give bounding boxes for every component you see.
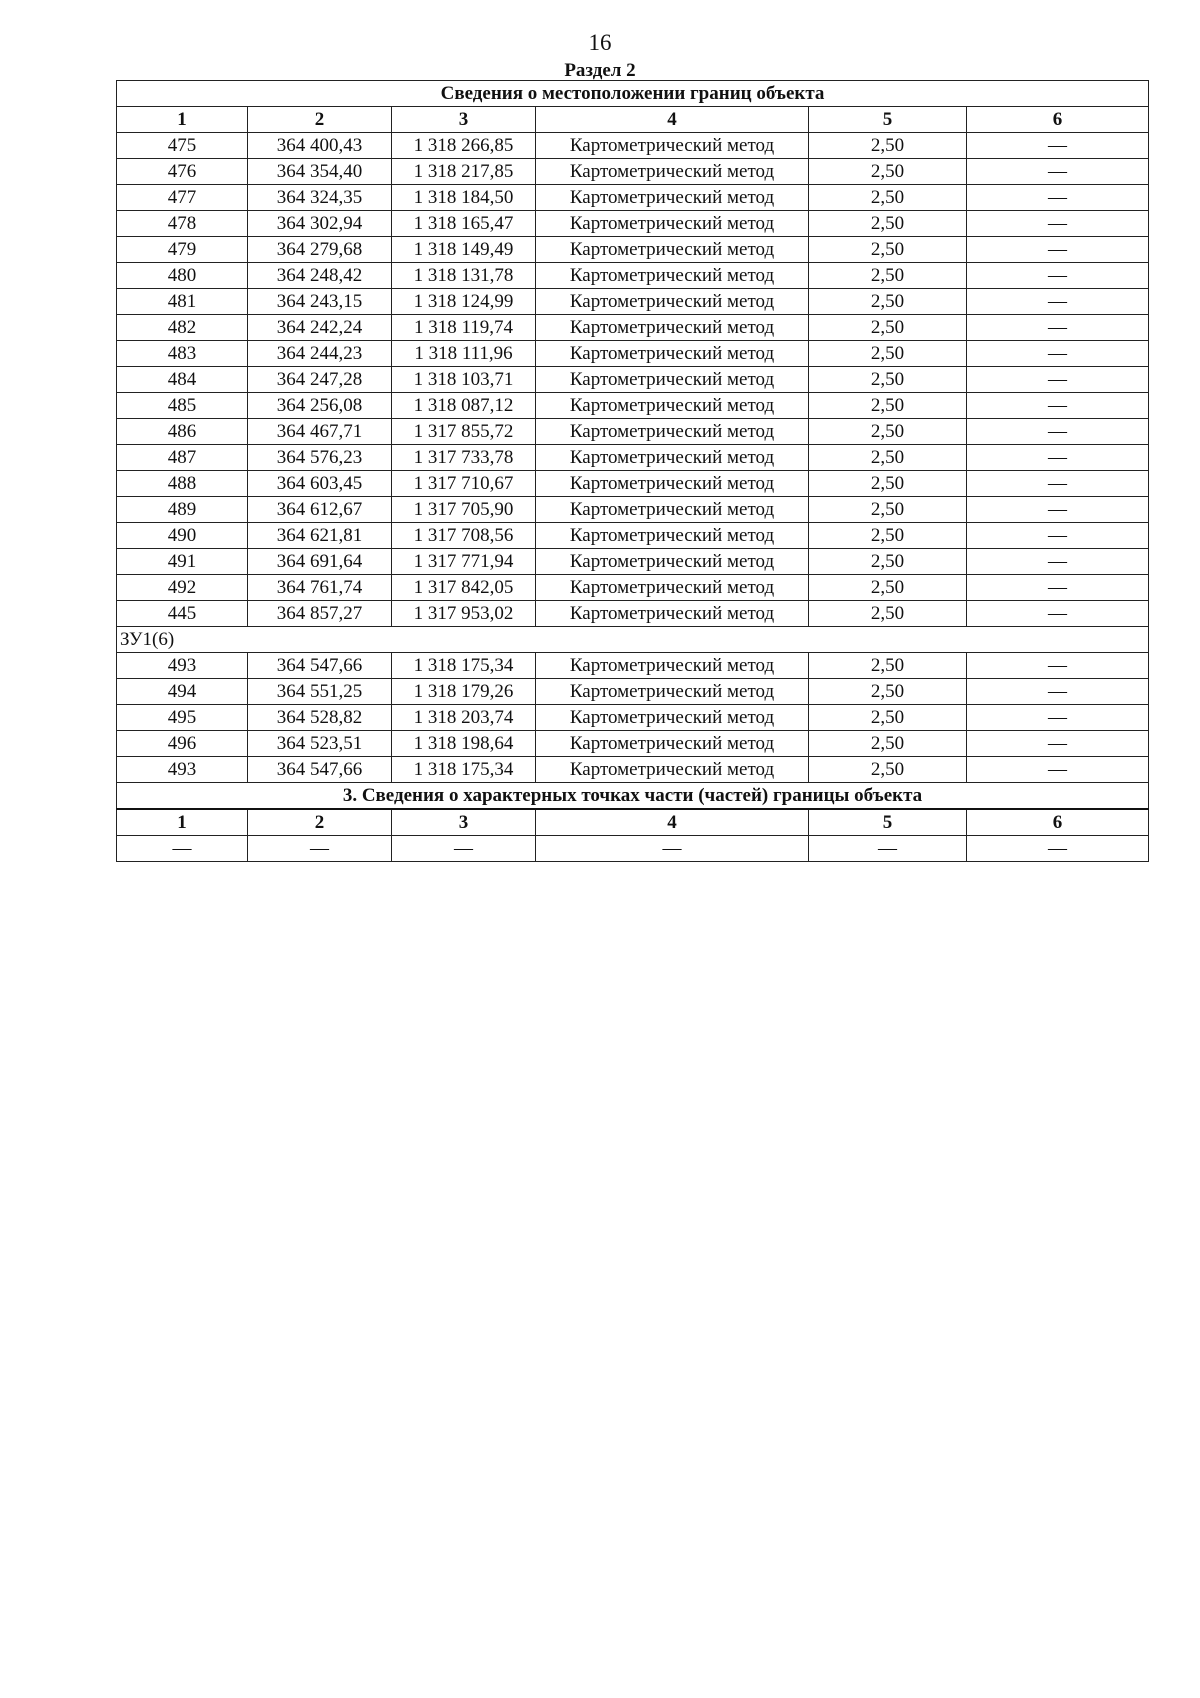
table-row: [117, 731, 1149, 757]
table-cell: 364 528,82: [248, 705, 392, 731]
table-cell: 364 691,64: [248, 549, 392, 575]
column-header: 1: [117, 107, 248, 133]
table-row: [117, 549, 1149, 575]
table-cell: —: [248, 836, 392, 862]
table-cell: Картометрический метод: [536, 445, 809, 471]
table-cell: 483: [117, 341, 248, 367]
group-label: ЗУ1(6): [117, 627, 1149, 653]
table-cell: 1 318 198,64: [392, 731, 536, 757]
table-cell: —: [967, 679, 1149, 705]
table-cell: 2,50: [809, 289, 967, 315]
table-cell: 492: [117, 575, 248, 601]
table-row: [117, 601, 1149, 627]
table-cell: Картометрический метод: [536, 211, 809, 237]
section-label: Раздел 2: [564, 60, 636, 81]
table-cell: 493: [117, 757, 248, 783]
table-cell: 364 247,28: [248, 367, 392, 393]
table-row: [117, 679, 1149, 705]
table-cell: 477: [117, 185, 248, 211]
table-row: [117, 523, 1149, 549]
section3-title: 3. Сведения о характерных точках части (частей) границы объекта: [117, 783, 1149, 810]
table-cell: —: [967, 471, 1149, 497]
table-cell: 1 317 855,72: [392, 419, 536, 445]
table-cell: 364 324,35: [248, 185, 392, 211]
table-title: Сведения о местоположении границ объекта: [117, 81, 1149, 107]
table-cell: —: [967, 237, 1149, 263]
table-row: [117, 289, 1149, 315]
table-cell: —: [967, 497, 1149, 523]
table-cell: Картометрический метод: [536, 393, 809, 419]
table-cell: 1 318 087,12: [392, 393, 536, 419]
table-cell: Картометрический метод: [536, 341, 809, 367]
table-row: [117, 237, 1149, 263]
table-cell: 2,50: [809, 419, 967, 445]
table-cell: 475: [117, 133, 248, 159]
table-title-row: [117, 81, 1149, 107]
table-cell: 2,50: [809, 133, 967, 159]
table-cell: —: [967, 705, 1149, 731]
table-cell: 495: [117, 705, 248, 731]
table-cell: Картометрический метод: [536, 497, 809, 523]
table-row: [117, 367, 1149, 393]
table-cell: Картометрический метод: [536, 315, 809, 341]
table-cell: 493: [117, 653, 248, 679]
table-row: [117, 653, 1149, 679]
table-cell: 479: [117, 237, 248, 263]
table-cell: 1 318 119,74: [392, 315, 536, 341]
table-cell: 1 317 842,05: [392, 575, 536, 601]
table-row: [117, 393, 1149, 419]
table-cell: 364 857,27: [248, 601, 392, 627]
table-cell: Картометрический метод: [536, 653, 809, 679]
table-cell: 1 317 771,94: [392, 549, 536, 575]
table-row: [117, 471, 1149, 497]
table-cell: 2,50: [809, 601, 967, 627]
table-row: [117, 575, 1149, 601]
table-row: [117, 497, 1149, 523]
table-cell: 484: [117, 367, 248, 393]
table-cell: 482: [117, 315, 248, 341]
table-cell: 364 551,25: [248, 679, 392, 705]
table-cell: 2,50: [809, 471, 967, 497]
table-cell: 364 242,24: [248, 315, 392, 341]
table-row: [117, 341, 1149, 367]
column-header: 6: [967, 809, 1149, 836]
table-cell: —: [536, 836, 809, 862]
table-cell: 2,50: [809, 705, 967, 731]
table-cell: 364 243,15: [248, 289, 392, 315]
table-body: [117, 81, 1149, 862]
table-cell: 480: [117, 263, 248, 289]
column-header: 4: [536, 809, 809, 836]
table-cell: 1 317 733,78: [392, 445, 536, 471]
table-cell: 2,50: [809, 393, 967, 419]
table-cell: 1 318 124,99: [392, 289, 536, 315]
table-cell: —: [967, 159, 1149, 185]
table-cell: 364 621,81: [248, 523, 392, 549]
table-cell: 1 318 203,74: [392, 705, 536, 731]
table-row: [117, 185, 1149, 211]
column-header: 3: [392, 809, 536, 836]
table-cell: 364 603,45: [248, 471, 392, 497]
table-cell: —: [967, 289, 1149, 315]
table-cell: 445: [117, 601, 248, 627]
table-cell: Картометрический метод: [536, 159, 809, 185]
table-cell: Картометрический метод: [536, 471, 809, 497]
table-cell: 2,50: [809, 497, 967, 523]
column-header: 3: [392, 107, 536, 133]
table-cell: 2,50: [809, 211, 967, 237]
table-cell: 364 248,42: [248, 263, 392, 289]
table-cell: 364 244,23: [248, 341, 392, 367]
table-cell: —: [967, 549, 1149, 575]
table-cell: —: [967, 393, 1149, 419]
column-header: 2: [248, 107, 392, 133]
table-cell: 364 256,08: [248, 393, 392, 419]
table-cell: 2,50: [809, 445, 967, 471]
section3-title-row: [117, 783, 1149, 810]
table-cell: —: [967, 575, 1149, 601]
table-cell: 1 317 708,56: [392, 523, 536, 549]
table-cell: 364 467,71: [248, 419, 392, 445]
table-cell: —: [117, 836, 248, 862]
table-row: [117, 705, 1149, 731]
table-cell: 1 317 953,02: [392, 601, 536, 627]
table-cell: 2,50: [809, 159, 967, 185]
table-cell: 494: [117, 679, 248, 705]
table-cell: Картометрический метод: [536, 367, 809, 393]
table-cell: 2,50: [809, 185, 967, 211]
table-cell: Картометрический метод: [536, 523, 809, 549]
table-cell: 364 547,66: [248, 653, 392, 679]
table-cell: 364 612,67: [248, 497, 392, 523]
table-cell: Картометрический метод: [536, 263, 809, 289]
table-cell: 364 547,66: [248, 757, 392, 783]
table-cell: Картометрический метод: [536, 549, 809, 575]
table-cell: 1 318 217,85: [392, 159, 536, 185]
column-header: 4: [536, 107, 809, 133]
table-cell: 1 318 111,96: [392, 341, 536, 367]
table-cell: —: [809, 836, 967, 862]
table-cell: 1 318 149,49: [392, 237, 536, 263]
table-cell: 2,50: [809, 575, 967, 601]
table-cell: 2,50: [809, 731, 967, 757]
table-cell: —: [967, 341, 1149, 367]
table-cell: 1 317 710,67: [392, 471, 536, 497]
table-cell: 1 318 266,85: [392, 133, 536, 159]
table-cell: 2,50: [809, 237, 967, 263]
table-cell: 2,50: [809, 367, 967, 393]
table-cell: 364 354,40: [248, 159, 392, 185]
table-cell: Картометрический метод: [536, 731, 809, 757]
section3-header-row: [117, 809, 1149, 836]
column-header: 2: [248, 809, 392, 836]
table-cell: 486: [117, 419, 248, 445]
column-header-row: [117, 107, 1149, 133]
table-cell: 1 318 175,34: [392, 757, 536, 783]
table-cell: 2,50: [809, 757, 967, 783]
table-row: [117, 211, 1149, 237]
table-cell: Картометрический метод: [536, 601, 809, 627]
table-cell: 364 761,74: [248, 575, 392, 601]
table-cell: 1 318 131,78: [392, 263, 536, 289]
table-cell: Картометрический метод: [536, 185, 809, 211]
table-row: [117, 445, 1149, 471]
table-row: [117, 159, 1149, 185]
table-cell: —: [967, 419, 1149, 445]
table-row: [117, 419, 1149, 445]
table-cell: 1 318 103,71: [392, 367, 536, 393]
table-cell: —: [967, 757, 1149, 783]
table-cell: 485: [117, 393, 248, 419]
table-cell: —: [967, 133, 1149, 159]
table-cell: 1 318 184,50: [392, 185, 536, 211]
table-cell: 364 523,51: [248, 731, 392, 757]
table-cell: Картометрический метод: [536, 237, 809, 263]
page-number: 16: [588, 30, 612, 55]
table-row: [117, 133, 1149, 159]
table-cell: Картометрический метод: [536, 289, 809, 315]
table-cell: 478: [117, 211, 248, 237]
table-cell: Картометрический метод: [536, 419, 809, 445]
table-cell: 489: [117, 497, 248, 523]
table-cell: 364 400,43: [248, 133, 392, 159]
group-label-row: [117, 627, 1149, 653]
table-cell: 2,50: [809, 315, 967, 341]
table-cell: Картометрический метод: [536, 133, 809, 159]
table-cell: 2,50: [809, 653, 967, 679]
table-cell: 2,50: [809, 549, 967, 575]
table-cell: 487: [117, 445, 248, 471]
table-cell: —: [967, 185, 1149, 211]
table-cell: Картометрический метод: [536, 679, 809, 705]
table-cell: 1 317 705,90: [392, 497, 536, 523]
table-cell: 2,50: [809, 341, 967, 367]
table-row: [117, 315, 1149, 341]
column-header: 6: [967, 107, 1149, 133]
table-cell: Картометрический метод: [536, 575, 809, 601]
table-cell: 364 302,94: [248, 211, 392, 237]
table-cell: 2,50: [809, 523, 967, 549]
table-cell: 490: [117, 523, 248, 549]
table-cell: 364 576,23: [248, 445, 392, 471]
column-header: 1: [117, 809, 248, 836]
table-cell: 364 279,68: [248, 237, 392, 263]
column-header: 5: [809, 107, 967, 133]
table-cell: —: [967, 653, 1149, 679]
table-cell: —: [967, 263, 1149, 289]
table-cell: —: [967, 601, 1149, 627]
table-row: [117, 263, 1149, 289]
table-cell: —: [967, 211, 1149, 237]
table-cell: 496: [117, 731, 248, 757]
table-cell: 1 318 175,34: [392, 653, 536, 679]
table-cell: —: [967, 731, 1149, 757]
table-row: [117, 836, 1149, 862]
table-cell: —: [967, 367, 1149, 393]
table-cell: 1 318 179,26: [392, 679, 536, 705]
table-cell: —: [967, 315, 1149, 341]
table-cell: 1 318 165,47: [392, 211, 536, 237]
table-cell: 491: [117, 549, 248, 575]
table-cell: —: [392, 836, 536, 862]
table-cell: 481: [117, 289, 248, 315]
table-cell: Картометрический метод: [536, 705, 809, 731]
table-cell: 2,50: [809, 263, 967, 289]
table-row: [117, 757, 1149, 783]
column-header: 5: [809, 809, 967, 836]
table-cell: —: [967, 445, 1149, 471]
table-cell: 488: [117, 471, 248, 497]
table-cell: —: [967, 836, 1149, 862]
table-cell: —: [967, 523, 1149, 549]
table-cell: 476: [117, 159, 248, 185]
boundary-table: [116, 80, 1149, 862]
table-cell: Картометрический метод: [536, 757, 809, 783]
table-cell: 2,50: [809, 679, 967, 705]
